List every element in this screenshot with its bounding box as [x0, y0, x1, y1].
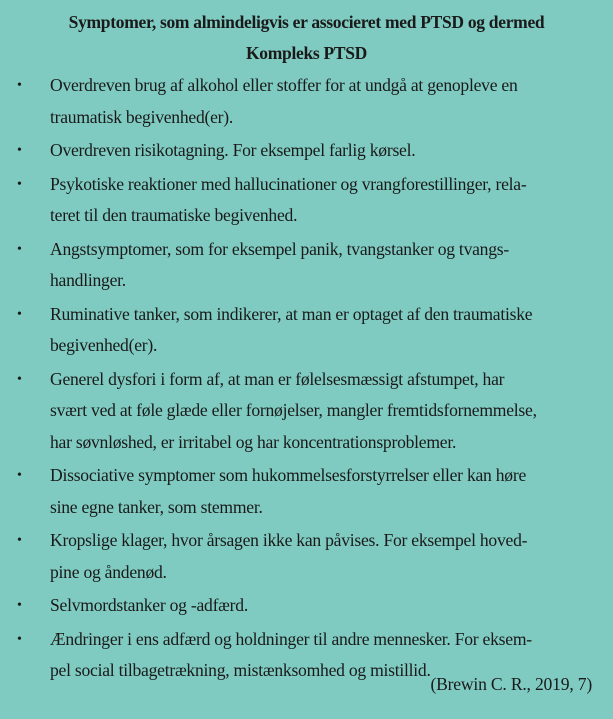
box-title [0, 7, 613, 69]
list-item [0, 525, 613, 588]
bullet-icon: • [17, 176, 22, 192]
list-item [0, 169, 613, 232]
list-item [0, 590, 613, 622]
list-item [0, 135, 613, 167]
bullet-icon: • [17, 143, 22, 158]
list-item-line: har søvnløshed, er irritabel og har koncentrationsproblemer. [50, 431, 457, 452]
bullet-icon: • [17, 371, 22, 387]
bullet-icon: • [17, 241, 22, 257]
bullet-icon: • [17, 631, 22, 647]
bullet-icon: • [17, 533, 22, 548]
list-item [0, 234, 613, 297]
list-item [0, 364, 613, 459]
list-item-line: Kropslige klager, hvor årsagen ikke kan påvises. For eksempel hoved- [50, 530, 528, 550]
list-item-line: Overdreven risikotagning. For eksempel farlig kørsel. [50, 140, 416, 160]
list-item-line: Dissociative symptomer som hukommelsesforstyrrelser eller kan høre [50, 465, 527, 485]
list-item-line: svært ved at føle glæde eller fornøjelser, mangler fremtidsfornemmelse, [50, 400, 537, 420]
list-item-line: Ruminative tanker, som indikerer, at man er optaget af den traumatiske [50, 303, 533, 324]
citation: (Brewin C. R., 2019, 7) [430, 674, 592, 694]
list-item-line: Psykotiske reaktioner med hallucinationer og vrangforestillinger, rela- [50, 173, 527, 194]
list-item-line: traumatisk begivenhed(er). [50, 106, 234, 127]
bullet-icon: • [17, 78, 22, 93]
list-item-line: Generel dysfori i form af, at man er følelsesmæssigt afstumpet, har [50, 368, 505, 389]
bullet-icon: • [17, 598, 22, 613]
bullet-icon: • [17, 468, 22, 483]
box-title-line-1: Symptomer, som almindeligvis er associeret med PTSD og dermed [68, 12, 545, 32]
list-item-line: pel social tilbagetrækning, mistænksomhed og mistillid. [50, 660, 431, 680]
list-item [0, 70, 613, 133]
box-title-line-2: Kompleks PTSD [245, 43, 368, 63]
list-item [0, 299, 613, 362]
list-item-line: Overdreven brug af alkohol eller stoffer for at undgå at genopleve en [50, 75, 518, 95]
list-item-line: Angstsymptomer, som for eksempel panik, tvangstanker og tvangs- [50, 238, 509, 259]
list-item-line: teret til den traumatiske begivenhed. [50, 205, 298, 225]
list-item [0, 460, 613, 523]
list-item-line: Ændringer i ens adfærd og holdninger til andre mennesker. For eksem- [50, 628, 532, 649]
symptom-list [0, 70, 613, 689]
list-item-line: sine egne tanker, som stemmer. [50, 496, 263, 517]
list-item-line: begivenhed(er). [50, 335, 158, 355]
bullet-icon: • [17, 306, 22, 322]
list-item-line: handlinger. [50, 270, 126, 290]
list-item-line: pine og åndenød. [50, 561, 167, 582]
list-item-line: Selvmordstanker og -adfærd. [50, 595, 248, 615]
